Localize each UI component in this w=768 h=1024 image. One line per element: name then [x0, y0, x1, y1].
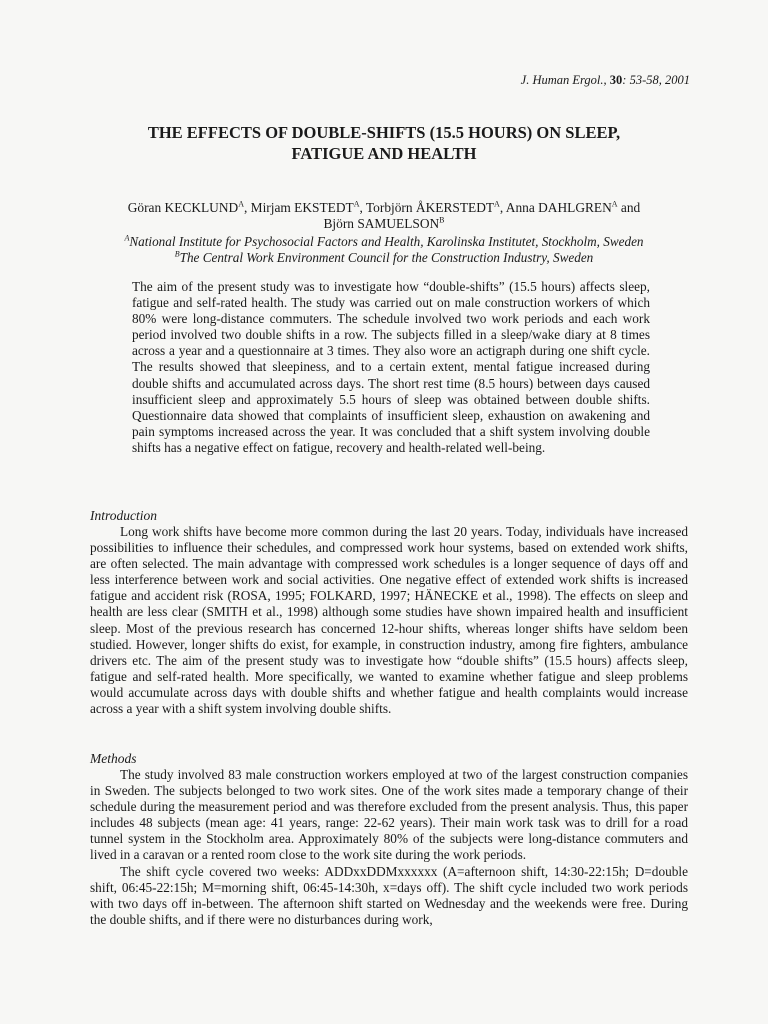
introduction-section: [90, 524, 688, 717]
introduction-heading: Introduction: [90, 508, 157, 523]
methods-section: [90, 767, 688, 928]
affiliation-b-marker: B: [174, 249, 180, 259]
author-1: Göran KECKLUND: [127, 200, 239, 215]
author-5: Björn SAMUELSON: [323, 216, 440, 231]
author-2-affil: A: [353, 199, 360, 209]
author-4: , Anna DAHLGREN: [499, 200, 612, 215]
paper-title: [0, 122, 768, 164]
affiliation-a-marker: A: [124, 233, 130, 243]
methods-paragraph-1: The study involved 83 male construction workers employed at two of the largest construction companies in Sweden. The subjects belonged to two work sites. One of the work sites made a temporary change of their schedule during the measurement period and was therefore excluded from the present analysis. Thus, this paper includes 48 subjects (mean age: 41 years, range: 22-62 years). Their main work task was to drill for a road tunnel system in the Stockholm area. Approximately 80% of the subjects were long-distance commuters and lived in a caravan or a rented room close to the work site during the work periods.: [90, 767, 688, 863]
citation-pages: : 53-58, 2001: [622, 73, 690, 87]
author-2: , Mirjam EKSTEDT: [243, 200, 354, 215]
author-list: [0, 200, 768, 232]
affiliations: [0, 234, 768, 265]
methods-paragraph-2: The shift cycle covered two weeks: ADDxxDDMxxxxxx (A=afternoon shift, 14:30-22:15h; D=double shift, 06:45-22:15h; M=morning shift, 06:45-14:30h, x=days off). The shift cycle included two work periods with two days off in-between. The afternoon shift started on Wednesday and the weekends were free. During the double shifts, and if there were no disturbances during work,: [90, 863, 688, 927]
abstract: The aim of the present study was to investigate how “double-shifts” (15.5 hours) affects sleep, fatigue and self-rated health. The study was carried out on male construction workers of which 80% were long-distance commuters. The schedule involved two work periods and each work period involved two double shifts in a row. The subjects filled in a sleep/wake diary at 8 times across a year and a questionnaire at 3 times. They also wore an actigraph during one shift cycle. The results showed that sleepiness, and to a certain extent, mental fatigue increased during double shifts and accumulated across days. The short rest time (8.5 hours) between days caused insufficient sleep and approximately 5.5 hours of sleep was obtained between double shifts. Questionnaire data showed that complaints of insufficient sleep, exhaustion on awakening and pain symptoms increased across the year. It was concluded that a shift system involving double shifts has a negative effect on fatigue, recovery and health-related well-being.: [132, 279, 650, 455]
citation-journal: J. Human Ergol.,: [520, 73, 607, 87]
affiliation-b: [0, 250, 768, 266]
citation-volume: 30: [609, 73, 623, 87]
title-line-1: THE EFFECTS OF DOUBLE-SHIFTS (15.5 HOURS) ON SLEEP,: [147, 123, 621, 142]
author-line-1: [0, 200, 768, 216]
author-1-affil: A: [238, 199, 244, 209]
methods-heading: Methods: [90, 751, 137, 766]
journal-citation: [521, 73, 690, 88]
author-4-affil: A: [611, 199, 618, 209]
affiliation-a: [0, 234, 768, 250]
affiliation-b-text: The Central Work Environment Council for the Construction Industry, Sweden: [179, 249, 594, 265]
introduction-paragraph: Long work shifts have become more common during the last 20 years. Today, individuals have increased possibilities to influence their schedules, and compressed work hour systems, based on extended work shifts, are often selected. The main advantage with compressed work schedules is a longer sequence of days off and less interference between work and social activities. One negative effect of extended work shifts is increased fatigue and accident risk (ROSA, 1995; FOLKARD, 1997; HÄNECKE et al., 1998). The effects on sleep and health are less clear (SMITH et al., 1998) although some studies have shown impaired health and insufficient sleep. Most of the previous research has concerned 12-hour shifts, whereas longer shifts have seldom been studied. However, longer shifts do exist, for example, in construction industry, among fire fighters, ambulance drivers etc. The aim of the present study was to investigate how “double shifts” (15.5 hours) affects sleep, fatigue and self-rated health. More specifically, we wanted to examine whether fatigue and sleep problems would accumulate across days with double shifts and whether fatigue and health complaints would increase across a year with a shift system involving double shifts.: [90, 524, 688, 717]
author-line-2: [0, 216, 768, 232]
author-3: , Torbjörn ÅKERSTEDT: [359, 200, 495, 215]
author-3-affil: A: [494, 199, 500, 209]
title-line-2: FATIGUE AND HEALTH: [291, 144, 477, 163]
author-5-affil: B: [439, 215, 445, 225]
author-4-suffix: and: [617, 200, 641, 215]
affiliation-a-text: National Institute for Psychosocial Factors and Health, Karolinska Institutet, Stockholm, Sweden: [129, 234, 644, 249]
